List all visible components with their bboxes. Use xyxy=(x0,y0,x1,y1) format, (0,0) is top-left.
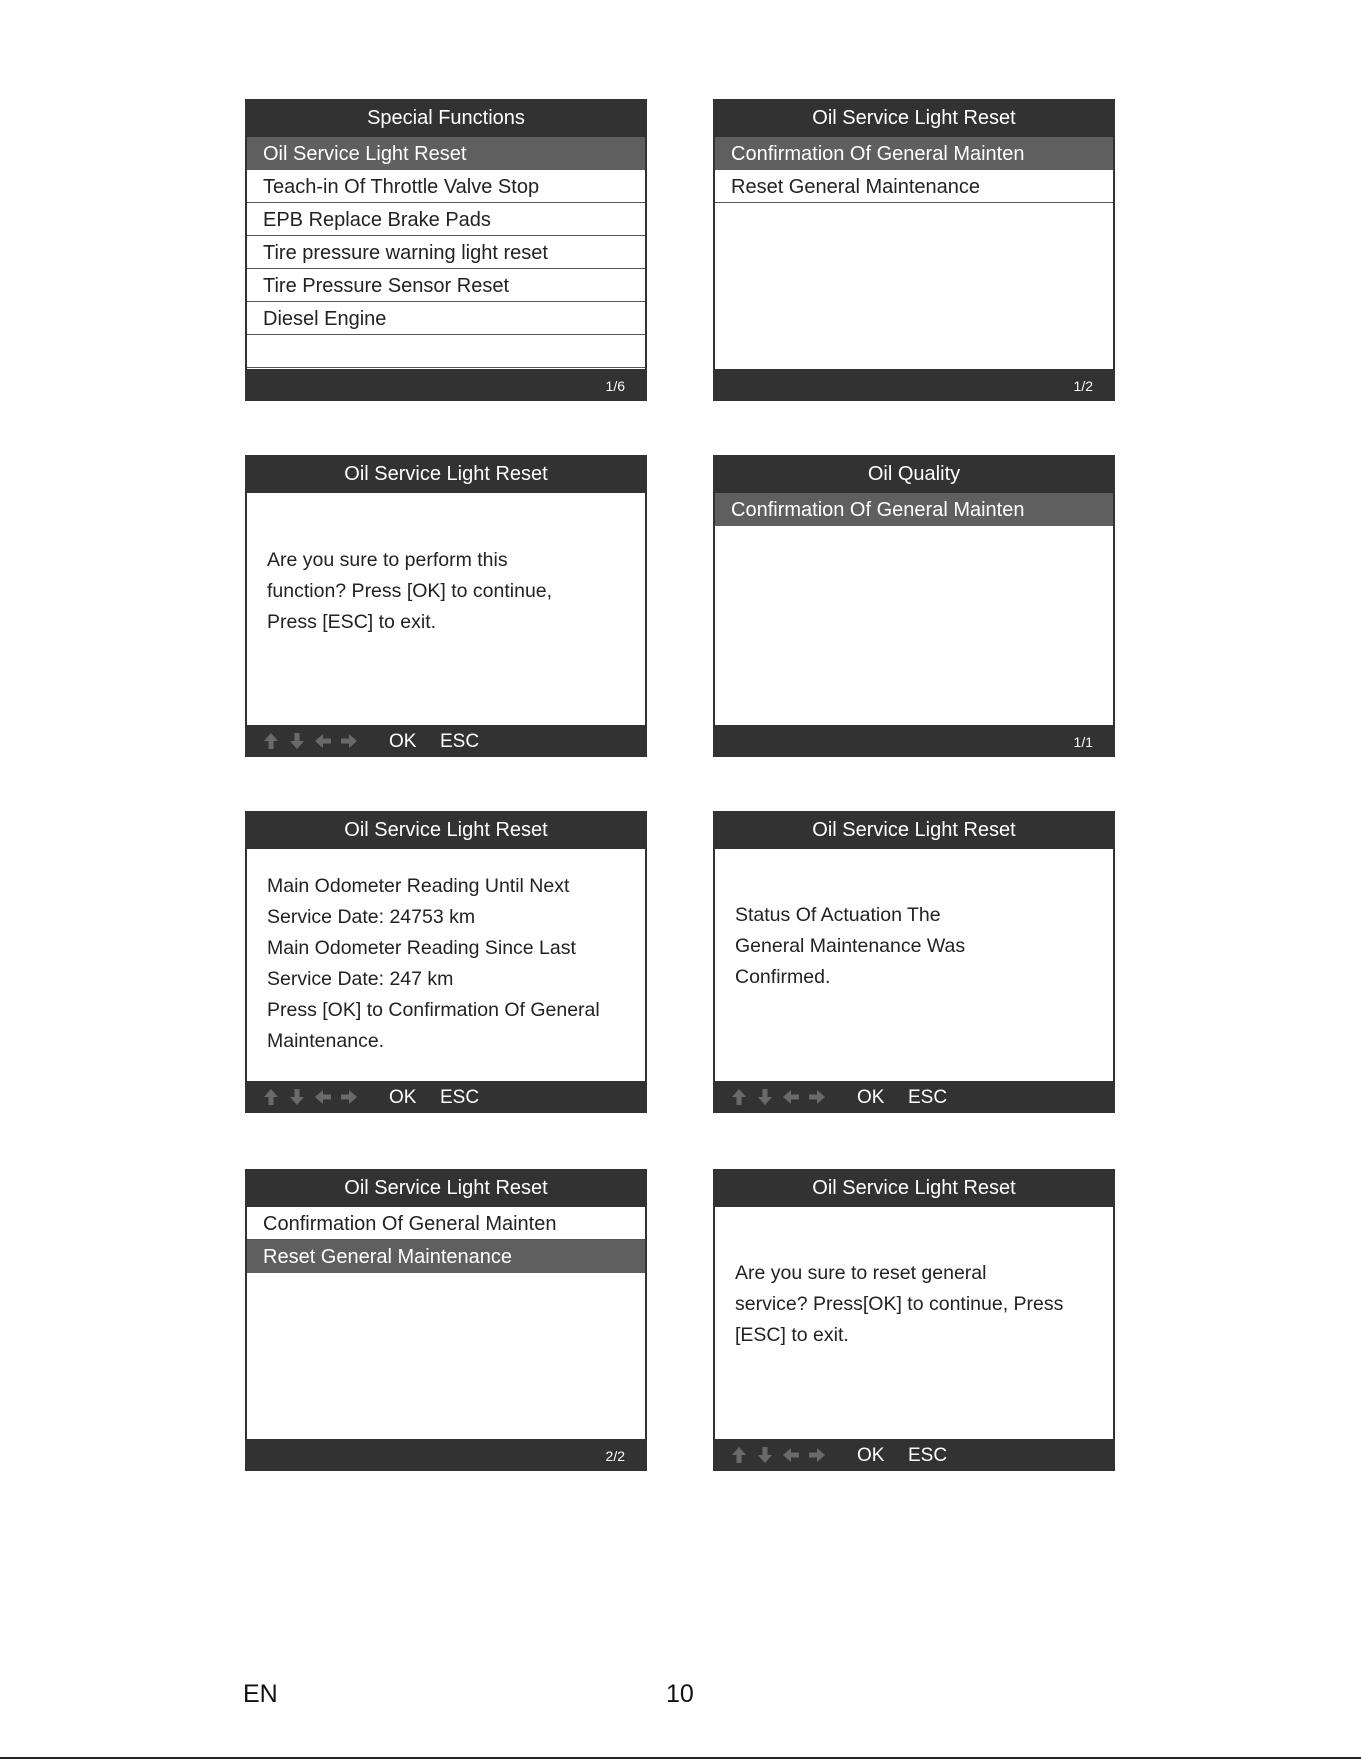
arrow-up-icon[interactable] xyxy=(729,1087,749,1107)
message-line: Press [ESC] to exit. xyxy=(267,611,437,633)
screen-title: Oil Service Light Reset xyxy=(812,107,1016,129)
esc-button[interactable]: ESC xyxy=(908,1087,948,1108)
message-line: Service Date: 24753 km xyxy=(267,906,476,928)
arrow-right-icon[interactable] xyxy=(339,731,359,751)
ok-button[interactable]: OK xyxy=(389,731,417,752)
menu-item[interactable]: Diesel Engine xyxy=(247,302,645,335)
message-line: Are you sure to perform this xyxy=(267,549,508,571)
arrow-down-icon[interactable] xyxy=(287,731,307,751)
screen-footer xyxy=(713,1081,1115,1113)
screen-footer xyxy=(245,369,647,401)
page-indicator: 1/1 xyxy=(1073,734,1093,750)
menu-item[interactable]: Teach-in Of Throttle Valve Stop xyxy=(247,170,645,203)
message-text xyxy=(267,545,633,638)
menu-item[interactable]: Tire pressure warning light reset xyxy=(247,236,645,269)
screen-footer xyxy=(245,1081,647,1113)
menu-item[interactable]: EPB Replace Brake Pads xyxy=(247,203,645,236)
screen-title: Oil Service Light Reset xyxy=(344,463,548,485)
screen-title: Oil Quality xyxy=(867,463,961,485)
message-text xyxy=(735,1258,1101,1351)
ok-button[interactable]: OK xyxy=(857,1087,885,1108)
screen-title: Oil Service Light Reset xyxy=(812,1177,1016,1199)
page-indicator: 1/2 xyxy=(1073,378,1093,394)
screen-footer xyxy=(245,725,647,757)
message-area xyxy=(247,493,645,725)
menu-item[interactable]: Tire Pressure Sensor Reset xyxy=(247,269,645,302)
page-indicator: 1/6 xyxy=(605,378,625,394)
ok-button[interactable]: OK xyxy=(857,1445,885,1466)
menu-list xyxy=(715,493,1113,725)
arrow-down-icon[interactable] xyxy=(755,1087,775,1107)
screen-title: Oil Service Light Reset xyxy=(344,1177,548,1199)
message-line: Are you sure to reset general xyxy=(735,1262,987,1284)
arrow-left-icon[interactable] xyxy=(313,731,333,751)
arrow-down-icon[interactable] xyxy=(287,1087,307,1107)
screen-title: Special Functions xyxy=(367,107,525,129)
ok-button[interactable]: OK xyxy=(389,1087,417,1108)
arrow-right-icon[interactable] xyxy=(339,1087,359,1107)
screen-title: Oil Service Light Reset xyxy=(344,819,548,841)
menu-item[interactable]: Confirmation Of General Mainten xyxy=(247,1207,645,1240)
arrow-left-icon[interactable] xyxy=(781,1087,801,1107)
screen-footer xyxy=(713,725,1115,757)
esc-button[interactable]: ESC xyxy=(908,1445,948,1466)
menu-item[interactable]: Confirmation Of General Mainten xyxy=(715,493,1113,526)
message-line: Status Of Actuation The xyxy=(735,904,941,926)
screen-confirm-reset xyxy=(713,1169,1115,1471)
nav-arrows xyxy=(729,1439,833,1471)
menu-list xyxy=(247,137,645,369)
screen-status-confirmed xyxy=(713,811,1115,1113)
screen-oil-reset-menu-page2 xyxy=(245,1169,647,1471)
menu-item[interactable]: Reset General Maintenance xyxy=(247,1240,645,1273)
screen-footer xyxy=(713,1439,1115,1471)
screen-footer xyxy=(245,1439,647,1471)
message-line: Service Date: 247 km xyxy=(267,968,454,990)
nav-arrows xyxy=(261,1081,365,1113)
menu-item[interactable]: Oil Service Light Reset xyxy=(247,137,645,170)
menu-list xyxy=(715,137,1113,369)
message-area xyxy=(715,1207,1113,1439)
message-line: Main Odometer Reading Until Next xyxy=(267,875,570,897)
message-area xyxy=(715,849,1113,1081)
screen-odometer-info xyxy=(245,811,647,1113)
screen-footer xyxy=(713,369,1115,401)
menu-item[interactable]: Reset General Maintenance xyxy=(715,170,1113,203)
arrow-left-icon[interactable] xyxy=(313,1087,333,1107)
message-line: Maintenance. xyxy=(267,1030,385,1052)
nav-arrows xyxy=(729,1081,833,1113)
message-line: [ESC] to exit. xyxy=(735,1324,849,1346)
page-number: 10 xyxy=(666,1680,694,1708)
message-line: service? Press[OK] to continue, Press xyxy=(735,1293,1064,1315)
screen-oil-reset-menu xyxy=(713,99,1115,401)
arrow-up-icon[interactable] xyxy=(729,1445,749,1465)
message-line: General Maintenance Was xyxy=(735,935,966,957)
screen-special-functions xyxy=(245,99,647,401)
arrow-left-icon[interactable] xyxy=(781,1445,801,1465)
message-text xyxy=(735,900,1101,993)
nav-arrows xyxy=(261,725,365,757)
arrow-up-icon[interactable] xyxy=(261,731,281,751)
menu-item-empty xyxy=(247,335,645,368)
arrow-right-icon[interactable] xyxy=(807,1445,827,1465)
screen-title: Oil Service Light Reset xyxy=(812,819,1016,841)
arrow-down-icon[interactable] xyxy=(755,1445,775,1465)
message-area xyxy=(247,849,645,1081)
message-line: Confirmed. xyxy=(735,966,831,988)
arrow-up-icon[interactable] xyxy=(261,1087,281,1107)
message-text xyxy=(267,871,633,1057)
esc-button[interactable]: ESC xyxy=(440,731,480,752)
esc-button[interactable]: ESC xyxy=(440,1087,480,1108)
message-line: Main Odometer Reading Since Last xyxy=(267,937,576,959)
screen-confirm-perform xyxy=(245,455,647,757)
message-line: function? Press [OK] to continue, xyxy=(267,580,553,602)
language-label: EN xyxy=(243,1680,278,1708)
menu-list xyxy=(247,1207,645,1439)
screen-oil-quality xyxy=(713,455,1115,757)
message-line: Press [OK] to Confirmation Of General xyxy=(267,999,600,1021)
arrow-right-icon[interactable] xyxy=(807,1087,827,1107)
menu-item[interactable]: Confirmation Of General Mainten xyxy=(715,137,1113,170)
bottom-rule xyxy=(0,1757,1361,1759)
page-indicator: 2/2 xyxy=(605,1448,625,1464)
